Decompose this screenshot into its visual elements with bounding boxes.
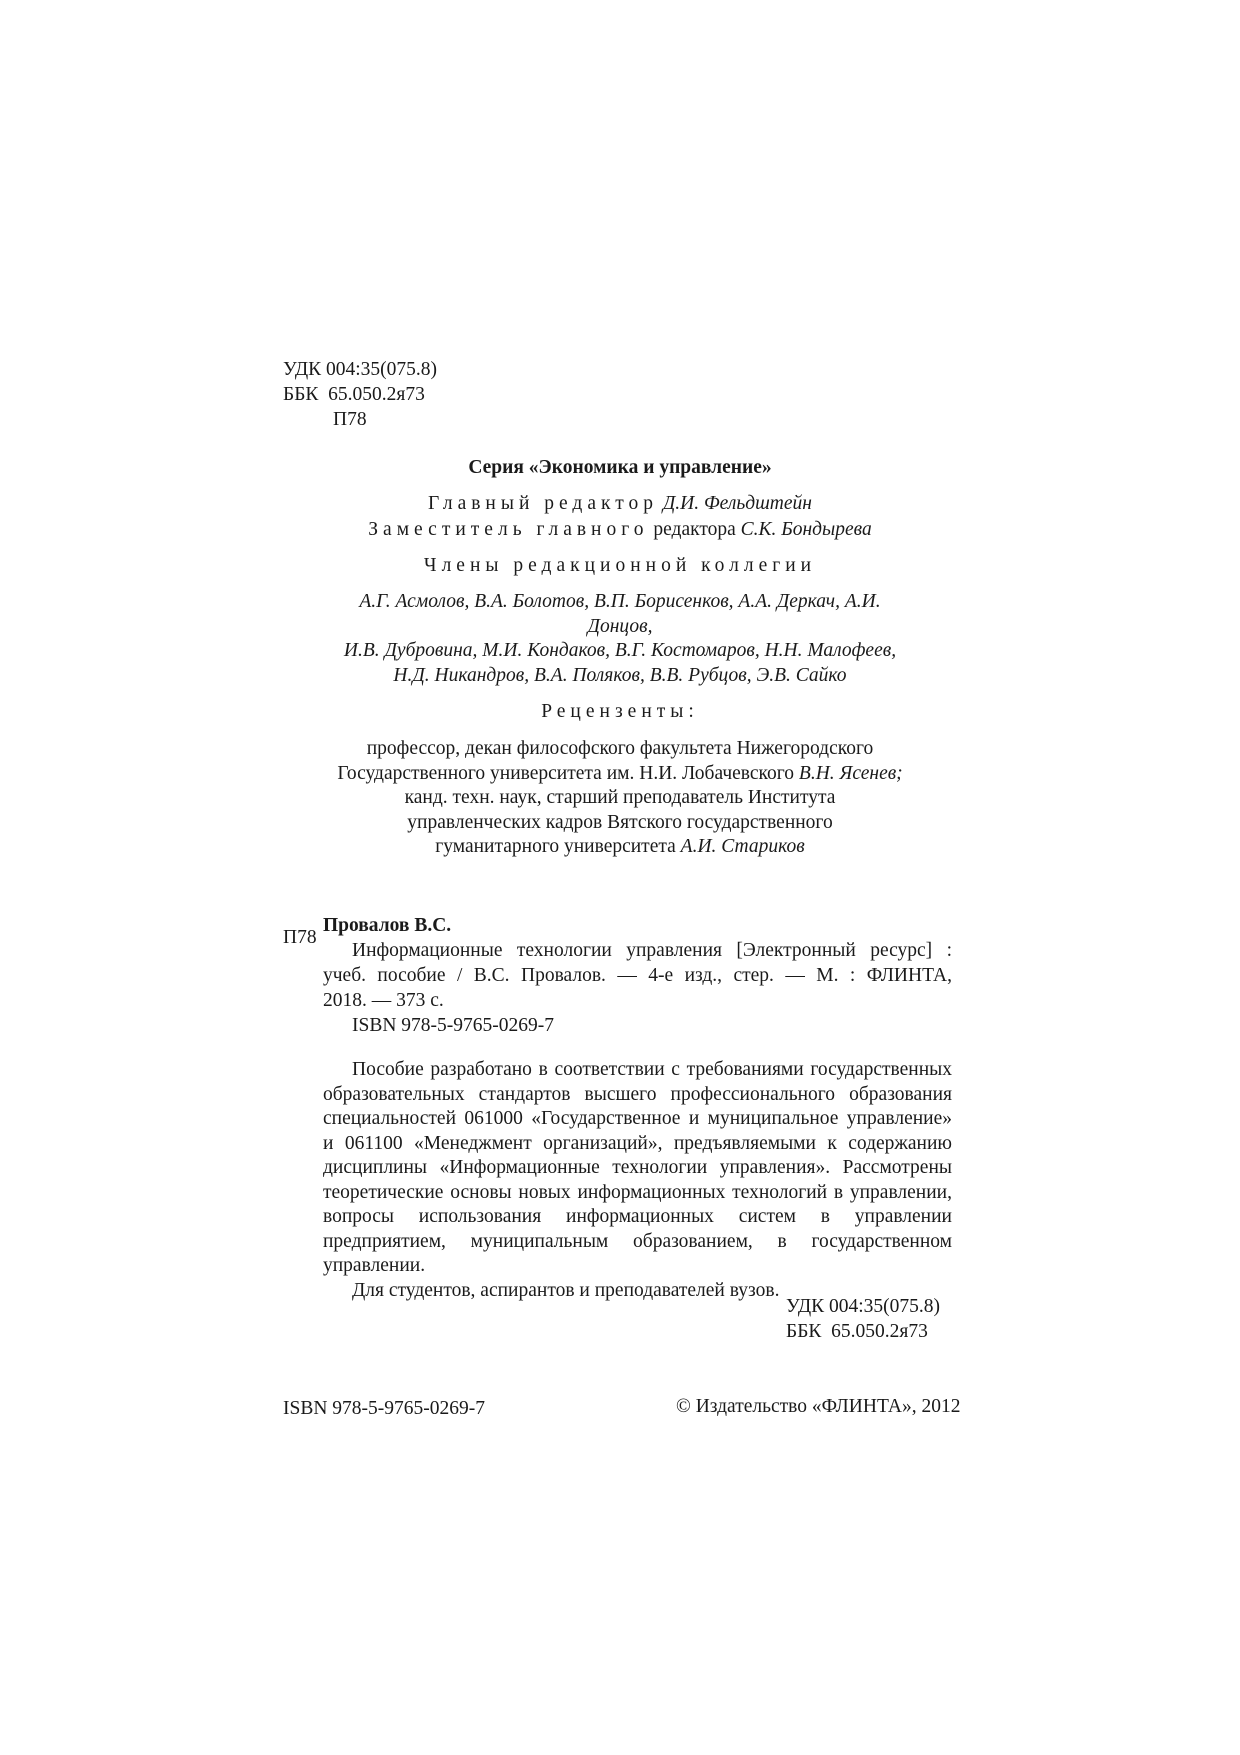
bib-line-1: Информационные технологии управления [Электронный ресурс] :: [352, 940, 952, 961]
reviewer-affiliation: гуманитарного университета: [435, 836, 676, 857]
chief-editor-label: Главный редактор: [428, 493, 658, 514]
bib-line-3: 2018. — 373 с.: [323, 990, 444, 1011]
bib-mark: П78: [283, 927, 317, 948]
bbk-code-top: ББК 65.050.2я73: [283, 384, 425, 405]
reviewer-line: [0, 762, 1240, 787]
udk-code-top: УДК 004:35(075.8): [283, 359, 438, 380]
chief-editor: [0, 492, 1240, 517]
reviewers-list: [0, 737, 1240, 860]
deputy-editor: [0, 518, 1240, 543]
annotation-audience: Для студентов, аспирантов и преподавателей вузов.: [352, 1279, 780, 1301]
annotation-line: теоретические основы новых информационных технологий в управлении,: [323, 1181, 952, 1203]
bbk-code-bottom: ББК 65.050.2я73: [786, 1321, 928, 1342]
reviewer-name: А.И. Стариков: [680, 836, 805, 857]
bib-author: [323, 914, 451, 939]
reviewer-line: управленческих кадров Вятского государственного: [407, 811, 833, 833]
reviewer-name: В.Н. Ясенев;: [798, 762, 903, 784]
footer-isbn: ISBN 978-5-9765-0269-7: [283, 1398, 486, 1419]
annotation: [323, 1058, 952, 1303]
annotation-line: дисциплины «Информационные технологии управления». Рассмотрены: [323, 1157, 952, 1178]
bib-author-name: Провалов В.С.: [323, 915, 452, 936]
bib-line-2: учеб. пособие / В.С. Провалов. — 4-е изд., стер. — М. : ФЛИНТА,: [323, 965, 952, 986]
annotation-line: вопросы использования информационных систем в управлении: [323, 1206, 952, 1227]
reviewer-affiliation: Государственного университета им. Н.И. Лобачевского: [337, 762, 795, 784]
deputy-editor-name: С.К. Бондырева: [740, 519, 872, 540]
series-title: [0, 456, 1240, 481]
annotation-line: и 061100 «Менеджмент организаций», предъявляемыми к содержанию: [323, 1132, 952, 1154]
board-line: А.Г. Асмолов, В.А. Болотов, В.П. Борисенков, А.А. Деркач, А.И.: [359, 591, 881, 612]
annotation-line: управлении.: [323, 1255, 426, 1276]
board-line: Донцов,: [587, 615, 653, 637]
annotation-line: специальностей 061000 «Государственное и муниципальное управление»: [323, 1108, 952, 1129]
reviewer-line: канд. техн. наук, старший преподаватель Института: [404, 787, 836, 808]
reviewer-line: профессор, декан философского факультета Нижегородского: [366, 738, 874, 759]
board-members: [0, 590, 1240, 688]
reviewers-label: Рецензенты:: [541, 701, 699, 722]
author-mark-top: П78: [333, 409, 367, 430]
deputy-editor-label: Заместитель главного: [368, 519, 649, 540]
annotation-line: предприятием, муниципальным образованием, в государственном: [323, 1230, 952, 1252]
chief-editor-name: Д.И. Фельдштейн: [662, 493, 812, 514]
board-label: Члены редакционной коллегии: [423, 555, 817, 576]
annotation-line: образовательных стандартов высшего профессионального образования: [323, 1083, 952, 1105]
board-line: И.В. Дубровина, М.И. Кондаков, В.Г. Костомаров, Н.Н. Малофеев,: [343, 640, 897, 661]
deputy-editor-label-rest: редактора: [653, 519, 736, 540]
footer-copyright: © Издательство «ФЛИНТА», 2012: [676, 1396, 961, 1417]
annotation-line: Пособие разработано в соответствии с требованиями государственных: [352, 1059, 952, 1080]
udk-code-bottom: УДК 004:35(075.8): [786, 1296, 941, 1317]
bib-isbn: ISBN 978-5-9765-0269-7: [352, 1015, 555, 1036]
series-title-text: Серия «Экономика и управление»: [468, 457, 772, 478]
reviewer-line: [0, 835, 1240, 860]
board-line: Н.Д. Никандров, В.А. Поляков, В.В. Рубцов, Э.В. Сайко: [393, 664, 847, 686]
